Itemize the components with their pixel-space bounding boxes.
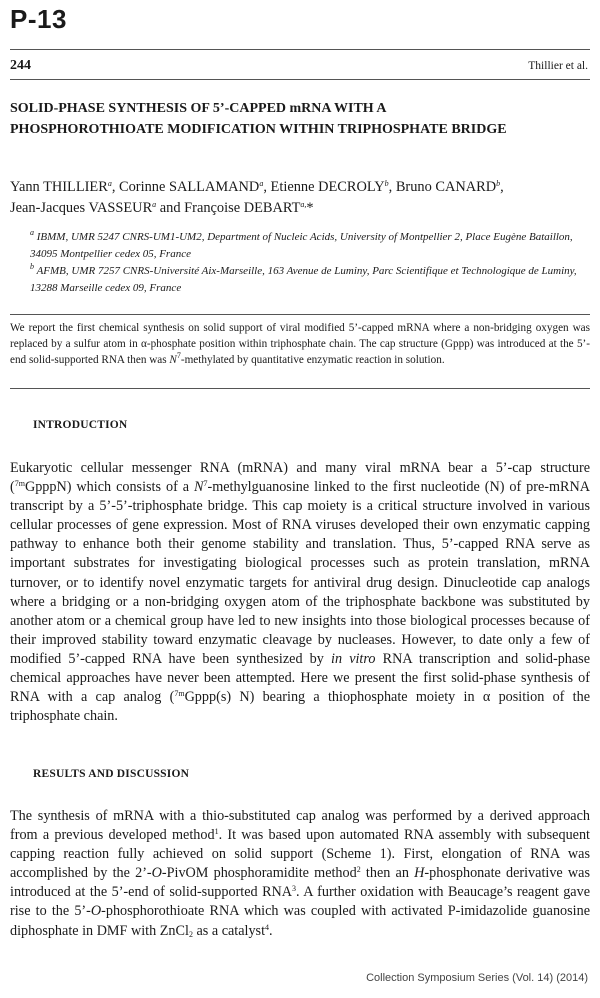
author-name: Bruno CANARD <box>395 179 497 195</box>
body-text: The synthesis of mRNA with a thio-substituted cap analog was performed by a derived approach from a previous developed method <box>10 808 590 844</box>
introduction-paragraph <box>10 459 590 726</box>
abstract-text: We report the first chemical synthesis on solid support of viral modified 5’-capped mRNA where a non-bridging oxygen was replaced by a sulfur atom in α-phosphate position within triphosphate chain. The cap structure (Gppp) was introduced at the 5’-end solid-supported RNA then was <box>10 322 590 366</box>
citation-mark: 3 <box>292 884 297 894</box>
body-text: then an <box>360 865 415 882</box>
affil-mark: b <box>30 262 34 271</box>
italic-text: N <box>194 479 204 496</box>
body-text: Gppp(s) N) bearing a thiophosphate moiety in α position of the triphosphate chain. <box>10 689 591 725</box>
author-affil-mark: a <box>259 179 264 188</box>
superscript: 7 <box>203 479 208 489</box>
italic-text: O <box>90 903 102 920</box>
body-text: -phosphorothioate RNA which was coupled with activated P-imidazolide guanosine diphosphate in DMF with ZnCl <box>10 903 590 939</box>
superscript: 7m <box>14 479 25 489</box>
author-list: Yann THILLIER$^a$, Corinne SALLAMAND$^a$, Etienne DECROLY$^b$, Bruno CANARD$^b$, Jean-Jacques VASSEUR$^a$ and Françoise $DEBART^{a,}*$ <box>10 179 504 216</box>
author-affil-mark: a, <box>300 199 307 209</box>
affil-text: IBMM, UMR 5247 CNRS-UM1-UM2, Department of Nucleic Acids, University of Montpellier 2, Place Eugène Bataillon, 34095 Montpellier cedex 05, France <box>30 231 573 260</box>
header-divider <box>10 79 590 80</box>
abstract-top-divider <box>10 314 590 315</box>
citation-mark: 1 <box>214 827 219 837</box>
author-affil-mark: a <box>152 199 157 209</box>
running-head: Thillier et al. <box>528 60 588 72</box>
author-affil-mark: b <box>496 179 501 188</box>
body-text: -phosphonate derivative was introduced at the 5’-end of solid-supported RNA <box>10 865 590 901</box>
italic-text: H <box>414 865 425 882</box>
affiliations <box>30 229 590 297</box>
author-name: Corinne SALLAMAND <box>119 179 260 195</box>
italic-text: in vitro <box>331 650 376 667</box>
author-affil-mark: a <box>107 179 112 188</box>
affil-mark: a <box>30 228 34 237</box>
page-footer: Collection Symposium Series (Vol. 14) (2014) <box>366 972 588 984</box>
author-name: Yann THILLIER <box>10 179 108 195</box>
superscript: 7m <box>174 689 185 699</box>
title-line-1: SOLID-PHASE SYNTHESIS OF 5’-CAPPED mRNA WITH A <box>10 101 387 116</box>
abstract-italic: N <box>169 354 177 366</box>
page-number: 244 <box>10 58 31 73</box>
author-conjunction: and <box>159 199 181 216</box>
author-affil-mark: b <box>384 179 389 188</box>
abstract <box>10 320 590 368</box>
body-text: . A further oxidation with Beaucage’s reagent gave rise to the 5’- <box>10 884 590 920</box>
affiliation-a <box>30 229 590 263</box>
citation-mark: 2 <box>356 865 361 875</box>
author-name: Françoise DEBART <box>184 199 301 216</box>
author-name: Etienne DECROLY <box>270 179 385 195</box>
abstract-superscript: 7 <box>176 351 181 360</box>
body-text: as a catalyst <box>192 922 266 939</box>
section-heading-introduction: INTRODUCTION <box>33 419 128 431</box>
top-divider <box>10 49 590 50</box>
affiliation-b <box>30 263 590 297</box>
abstract-bottom-divider <box>10 388 590 389</box>
subscript: 2 <box>188 929 193 939</box>
abstract-text: -methylated by quantitative enzymatic reaction in solution. <box>180 354 445 366</box>
corresponding-mark: * <box>306 199 314 216</box>
body-text: RNA transcription and solid-phase chemical approaches have never been attempted. Here we present the first solid-phase synthesis of RNA with a cap analog ( <box>10 650 590 706</box>
italic-text: O <box>151 865 162 882</box>
citation-mark: 4 <box>265 922 270 932</box>
results-paragraph <box>10 807 590 941</box>
author-name: Jean-Jacques VASSEUR <box>10 199 153 216</box>
body-text: Eukaryotic cellular messenger RNA (mRNA) and many viral mRNA bear a 5’-cap structure ( <box>10 460 590 496</box>
body-text: -methylguanosine linked to the first nucleotide (N) of pre-mRNA transcript by a 5’-5’-triphosphate bridge. This cap moiety is a critical structure involved in various cellular processes of gene expression. Most of RNA viruses developed their own enzymatic capping pathway to enhance both their genome stability and translation. Thus, 5’-capped RNA serve as important substrates for investigating biological processes such as protein translation, mRNA turnover, or to identify novel enzymatic targets for antiviral drug design. Dinucleotide cap analogs where a bridging or a non-bridging oxygen atom of the triphosphate backbone was substituted by another atom or a chemical group have led to new insights into those biological processes because of their improved stability toward enzymatic cleavage by nucleases. However, to date only a few of modified 5’-capped RNA have been synthesized by <box>10 479 591 667</box>
body-text: GpppN) which consists of a <box>24 479 195 496</box>
section-heading-results: RESULTS AND DISCUSSION <box>33 768 190 780</box>
paper-title <box>10 98 590 140</box>
poster-code: P-13 <box>10 4 67 34</box>
body-text: . <box>269 922 273 939</box>
body-text: . It was based upon automated RNA assembly with subsequent capping reaction fully achieved on solid support (Scheme 1). First, elongation of RNA was accomplished by the 2’- <box>10 827 591 882</box>
affil-text: AFMB, UMR 7257 CNRS-Université Aix-Marseille, 163 Avenue de Luminy, Parc Scientifique et Technologique de Luminy, 13288 Marseille cedex 09, France <box>30 265 577 294</box>
title-line-2: PHOSPHOROTHIOATE MODIFICATION WITHIN TRIPHOSPHATE BRIDGE <box>10 122 507 137</box>
body-text: -PivOM phosphoramidite method <box>161 865 357 882</box>
